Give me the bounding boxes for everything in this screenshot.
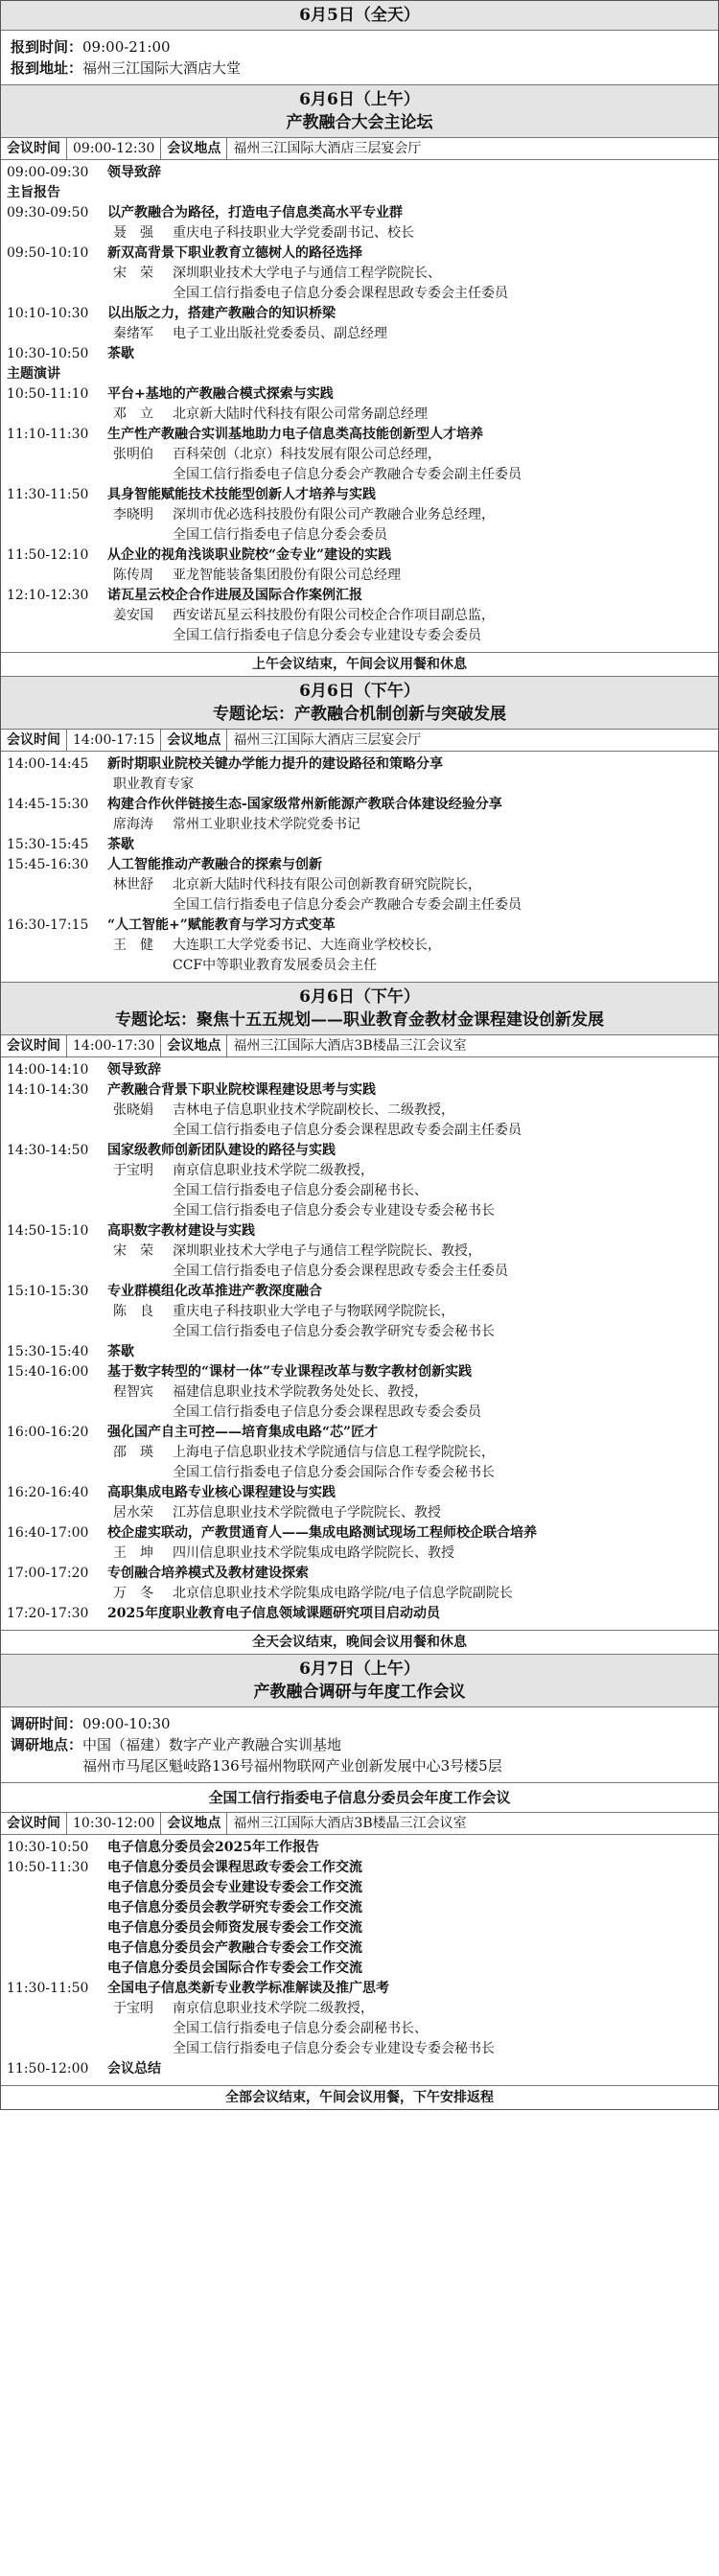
speaker: 陈 良 重庆电子科技职业大学电子与物联网学院院长， [113,1304,454,1319]
speaker: 李晓明 深圳市优必选科技股份有限公司产教融合业务总经理， [113,507,495,522]
forum2-title: 专题论坛：聚焦十五五规划——职业教育金教材金课程建设创新发展 [115,1010,604,1030]
visit-time-label: 调研时间： [11,1715,83,1732]
speaker: 林世舒 北京新大陆时代科技有限公司创新教育研究院院长， [113,877,481,893]
speaker: 王 坤 四川信息职业技术学院集成电路学院院长、教授 [113,1545,454,1561]
day3-title: 产教融合调研与年度工作会议 [253,1683,466,1702]
forum2-meta [1,1035,718,1057]
schedule-subitem: 电子信息分委员会国际合作专委会工作交流 [107,1961,362,1976]
speaker: 秦绪军 电子工业出版社党委委员、副总经理 [113,326,387,341]
main-forum-meta [1,138,718,160]
schedule-item: 11:30-11:50 全国电子信息类新专业教学标准解读及推广思考 [7,1981,389,1996]
forum2-header [1,983,718,1035]
keynote-label: 主旨报告 [7,185,60,200]
speaker-title: 全国工信行指委电子信息分委会课程思政专委会委员 [173,1404,481,1420]
speaker: 居水荣 江苏信息职业技术学院微电子学院院长、教授 [113,1505,441,1520]
speaker: 邵 瑛 上海电子信息职业技术学院通信与信息工程学院院长， [113,1445,495,1460]
visit-place: 中国（福建）数字产业产教融合实训基地 [82,1736,342,1753]
meeting-place-label: 会议地点 [161,1813,227,1834]
speaker-title: 全国工信行指委电子信息分委会产教融合专委会副主任委员 [173,467,522,482]
speaker-title: 全国工信行指委电子信息分委会副秘书长、 [173,2021,428,2036]
speaker-title: 全国工信行指委电子信息分委会专业建设专委会秘书长 [173,1203,495,1218]
schedule-item: 09:30-09:50 以产教融合为路径，打造电子信息类高水平专业群 [7,205,403,220]
forum2-schedule [1,1057,718,1631]
visit-address: 福州市马尾区魁岐路136号福州物联网产业创新发展中心3号楼5层 [82,1757,502,1775]
day-end-note: 全天会议结束，晚间会议用餐和休息 [1,1631,718,1655]
schedule-item: 09:50-10:10 新双高背景下职业教育立德树人的路径选择 [7,245,362,261]
speaker-title: 全国工信行指委电子信息分委会委员 [173,527,387,543]
schedule-item: 16:30-17:15 “人工智能+”赋能教育与学习方式变革 [7,917,336,933]
meeting-place: 福州三江国际大酒店3B楼晶三江会议室 [233,1816,467,1831]
day3-header [1,1655,718,1707]
schedule-item: 17:20-17:30 2025年度职业教育电子信息领域课题研究项目启动动员 [7,1606,440,1621]
speaker: 程智宾 福建信息职业技术学院教务处处长、教授， [113,1384,428,1400]
meeting-time: 14:00-17:30 [67,1035,161,1056]
registration-time: 09:00-21:00 [82,38,171,56]
visit-time: 09:00-10:30 [82,1715,171,1732]
day3-date: 6月7日（上午） [299,1659,420,1679]
speaker: 张明伯 百科荣创（北京）科技发展有限公司总经理， [113,447,441,462]
schedule-item: 11:50-12:10 从企业的视角浅谈职业院校“金专业”建设的实践 [7,547,392,563]
schedule-subitem: 电子信息分委员会教学研究专委会工作交流 [107,1900,362,1915]
meeting-time-label: 会议时间 [1,730,67,751]
speaker: 宋 荣 深圳职业技术大学电子与通信工程学院院长、教授， [113,1243,481,1259]
forum1-title: 专题论坛：产教融合机制创新与突破发展 [213,705,506,724]
annual-meeting-meta [1,1813,718,1835]
forum1-meta [1,730,718,752]
meeting-time-label: 会议时间 [1,138,67,159]
speaker: 万 冬 北京信息职业技术学院集成电路学院/电子信息学院副院长 [113,1586,513,1601]
schedule-item: 15:45-16:30 人工智能推动产教融合的探索与创新 [7,857,322,872]
schedule-item: 14:00-14:45 新时期职业院校关键办学能力提升的建设路径和策略分享 [7,756,443,772]
meeting-time-label: 会议时间 [1,1035,67,1056]
meeting-place-label: 会议地点 [161,1035,227,1056]
meeting-time-label: 会议时间 [1,1813,67,1834]
annual-meeting-header [1,1783,718,1813]
speaker: 张晓娟 吉林电子信息职业技术学院副校长、二级教授， [113,1102,454,1118]
schedule-subitem: 电子信息分委员会专业建设专委会工作交流 [107,1880,362,1895]
main-forum-schedule [1,160,718,653]
meeting-place: 福州三江国际大酒店三层宴会厅 [233,141,422,156]
speaker: 席海涛 常州工业职业技术学院党委书记 [113,817,360,832]
schedule-item: 14:00-14:10 领导致辞 [7,1062,161,1078]
meeting-time: 14:00-17:15 [67,730,161,751]
schedule-subitem: 电子信息分委员会产教融合专委会工作交流 [107,1940,362,1956]
day1-title: 6月5日（全天） [299,6,420,25]
main-forum-title: 产教融合大会主论坛 [286,113,433,132]
speaker-title: 全国工信行指委电子信息分委会国际合作专委会秘书长 [173,1465,495,1480]
speaker-title: CCF中等职业教育发展委员会主任 [173,958,378,973]
meeting-place-label: 会议地点 [161,138,227,159]
meeting-time: 10:30-12:00 [67,1813,161,1834]
registration-info [1,31,718,85]
speaker: 聂 强 重庆电子科技职业大学党委副书记、校长 [113,225,414,241]
meeting-place: 福州三江国际大酒店3B楼晶三江会议室 [233,1038,467,1054]
schedule-item: 16:20-16:40 高职集成电路专业核心课程建设与实践 [7,1485,336,1500]
speaker-title: 全国工信行指委电子信息分委会副秘书长、 [173,1183,428,1198]
registration-time-label: 报到时间： [11,38,83,56]
speaker: 陈传周 亚龙智能装备集团股份有限公司总经理 [113,568,401,583]
visit-place-label: 调研地点： [11,1736,83,1753]
speaker-title: 全国工信行指委电子信息分委会教学研究专委会秘书长 [173,1324,495,1339]
schedule-item: 15:30-15:40 茶歇 [7,1344,134,1359]
speaker-title: 全国工信行指委电子信息分委会课程思政专委会副主任委员 [173,1123,522,1138]
annual-meeting-title: 全国工信行指委电子信息分委员会年度工作会议 [208,1789,511,1806]
speaker-title: 全国工信行指委电子信息分委会产教融合专委会副主任委员 [173,897,522,913]
meeting-place-label: 会议地点 [161,730,227,751]
forum2-date: 6月6日（下午） [299,987,420,1007]
schedule-item: 17:00-17:20 专创融合培养模式及教材建设探索 [7,1566,309,1581]
registration-place-label: 报到地址： [11,59,83,77]
annual-meeting-schedule [1,1835,718,2086]
schedule-item: 14:50-15:10 高职数字教材建设与实践 [7,1223,255,1239]
schedule-item: 12:10-12:30 诺瓦星云校企合作进展及国际合作案例汇报 [7,588,362,603]
forum1-date: 6月6日（下午） [299,682,420,701]
speaker: 于宝明 南京信息职业技术学院二级教授， [113,1163,374,1178]
schedule-item: 14:10-14:30 产教融合背景下职业院校课程建设思考与实践 [7,1082,376,1098]
speaker: 姜安国 西安诺瓦星云科技股份有限公司校企合作项目副总监， [113,608,495,623]
main-forum-header [1,85,718,138]
speaker: 于宝明 南京信息职业技术学院二级教授， [113,2001,374,2016]
schedule-item: 10:50-11:30 电子信息分委员会课程思政专委会工作交流 [7,1860,362,1875]
morning-end-note: 上午会议结束，午间会议用餐和休息 [1,653,718,677]
schedule-item: 15:30-15:45 茶歇 [7,837,134,852]
speaker-title: 全国工信行指委电子信息分委会专业建设专委会委员 [173,628,481,643]
conference-end-note: 全部会议结束，午间会议用餐，下午安排返程 [225,2090,494,2105]
schedule-item: 11:10-11:30 生产性产教融合实训基地助力电子信息类高技能创新型人才培养 [7,427,483,442]
main-forum-date: 6月6日（上午） [299,90,420,109]
schedule-item: 15:10-15:30 专业群模组化改革推进产教深度融合 [7,1284,322,1299]
schedule-item: 11:30-11:50 具身智能赋能技术技能型创新人才培养与实践 [7,487,376,502]
schedule-item: 11:50-12:00 会议总结 [7,2061,161,2077]
schedule-item: 15:40-16:00 基于数字转型的“课材一体”专业课程改革与数字教材创新实践 [7,1364,473,1380]
forum1-header [1,677,718,730]
speaker: 王 健 大连职工大学党委书记、大连商业学校校长， [113,938,441,953]
schedule-item: 10:50-11:10 平台+基地的产教融合模式探索与实践 [7,386,334,402]
forum1-schedule [1,752,718,983]
schedule-item: 09:00-09:30 领导致辞 [7,165,161,180]
schedule-item: 14:30-14:50 国家级教师创新团队建设的路径与实践 [7,1143,336,1158]
schedule-item: 10:10-10:30 以出版之力，搭建产教融合的知识桥梁 [7,306,336,321]
visit-info [1,1707,718,1783]
speaker: 邓 立 北京新大陆时代科技有限公司常务副总经理 [113,406,428,422]
schedule-item: 10:30-10:50 茶歇 [7,346,134,361]
day1-header [1,1,718,31]
meeting-place: 福州三江国际大酒店三层宴会厅 [233,732,422,748]
speaker-title: 全国工信行指委电子信息分委会专业建设专委会秘书长 [173,2041,495,2056]
speaker: 职业教育专家 [113,777,194,792]
speaker: 宋 荣 深圳职业技术大学电子与通信工程学院院长、 [113,266,441,281]
schedule-item: 16:00-16:20 强化国产自主可控——培育集成电路“芯”匠才 [7,1425,379,1440]
theme-talk-label: 主题演讲 [7,366,60,382]
speaker-title: 全国工信行指委电子信息分委会课程思政专委会主任委员 [173,286,508,301]
schedule-item: 14:45-15:30 构建合作伙伴链接生态-国家级常州新能源产教联合体建设经验分享 [7,797,502,812]
schedule-subitem: 电子信息分委员会师资发展专委会工作交流 [107,1920,362,1936]
schedule-item: 16:40-17:00 校企虚实联动，产教贯通育人——集成电路测试现场工程师校企联合培养 [7,1525,537,1541]
schedule-item: 10:30-10:50 电子信息分委员会2025年工作报告 [7,1840,319,1855]
registration-place: 福州三江国际大酒店大堂 [82,59,242,77]
meeting-time: 09:00-12:30 [67,138,161,159]
speaker-title: 全国工信行指委电子信息分委会课程思政专委会主任委员 [173,1264,508,1279]
